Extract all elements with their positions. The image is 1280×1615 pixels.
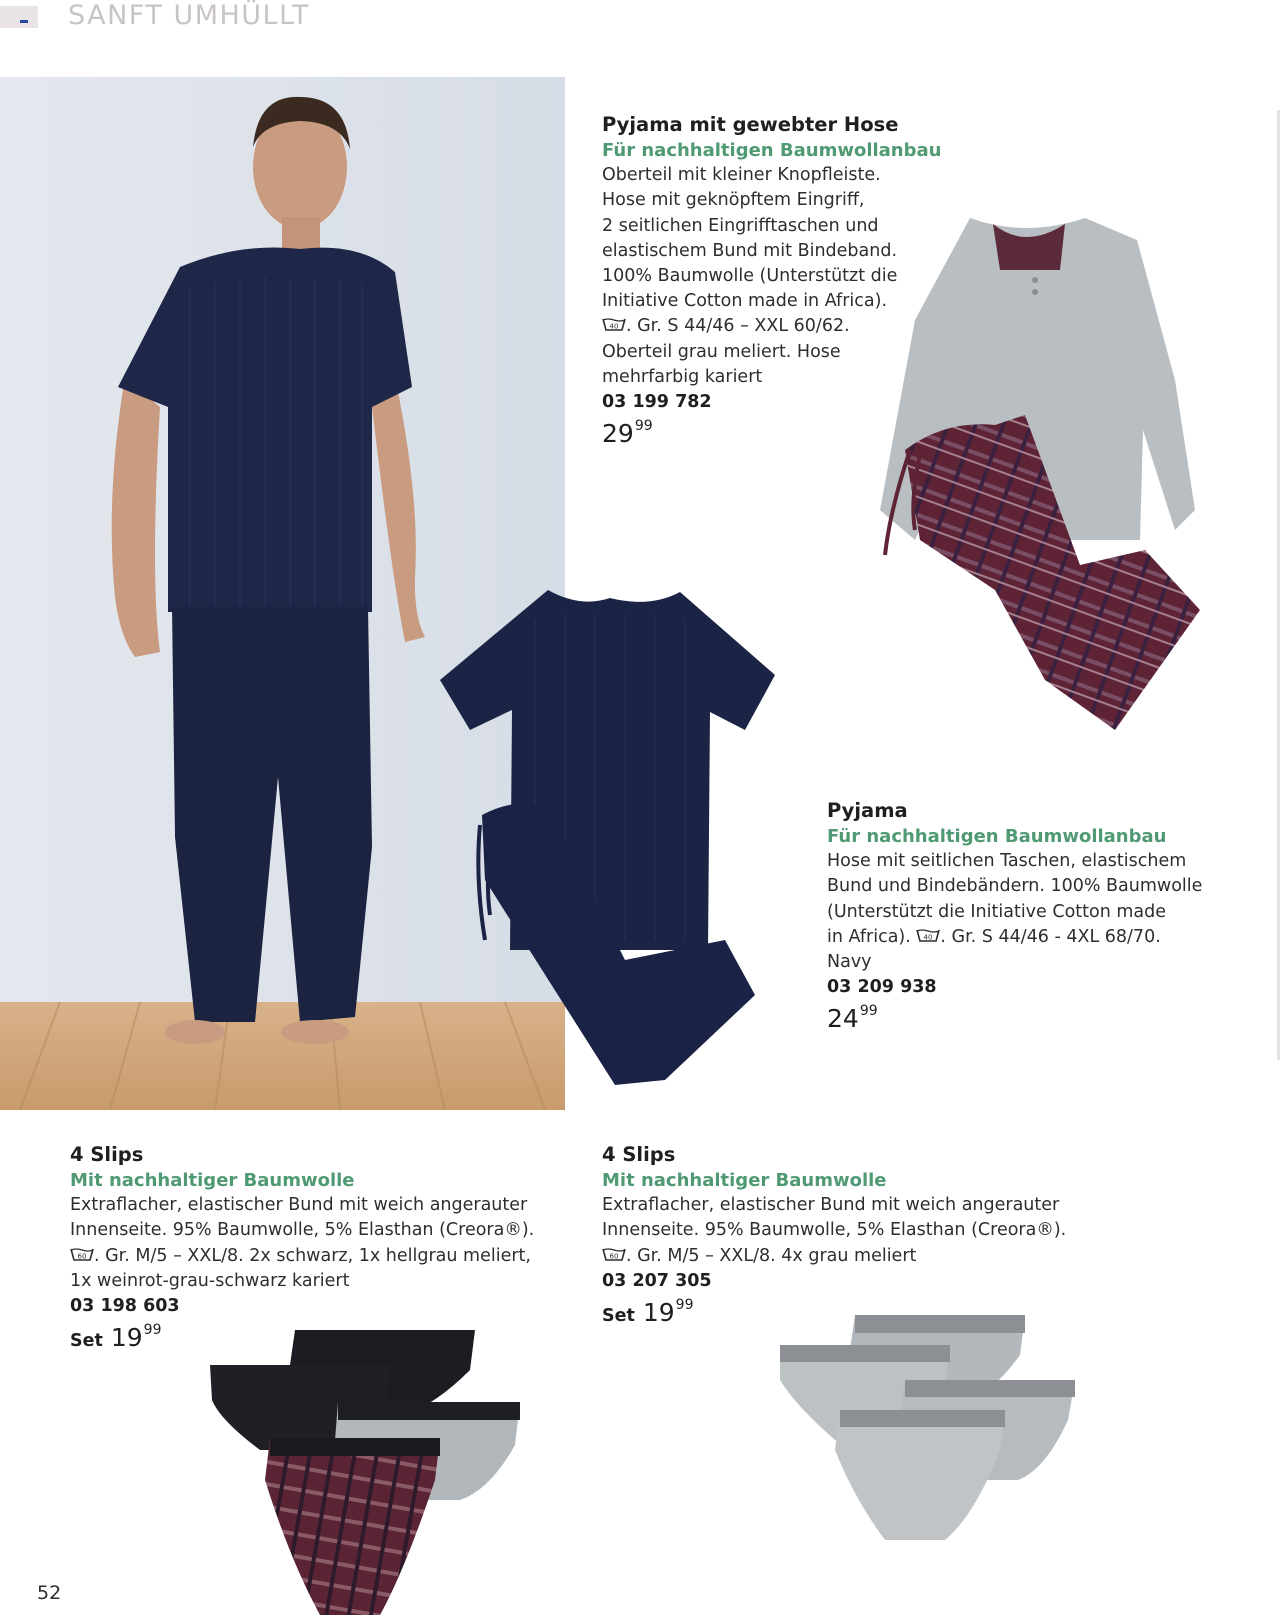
wash-60-icon [70, 1247, 94, 1262]
product-pyjama-navy [827, 798, 1247, 1038]
product-subtitle: Mit nachhaltiger Baumwolle [602, 1170, 887, 1191]
article-number: 03 207 305 [602, 1270, 712, 1291]
product-price: Set $19^{99}$ [70, 1322, 162, 1353]
product-subtitle: Mit nachhaltiger Baumwolle [70, 1170, 355, 1191]
article-number: 03 209 938 [827, 977, 937, 998]
product-description: Oberteil mit kleiner Knopfleiste. Hose mit geknöpftem Eingriff, 2 seitlichen Eingrifftaschen und elastischem Bund mit Bindeband. 100% Baumwolle (Unterstützt die Initiative Cotton made in Africa). 40 . Gr. S 44/46 – XXL 60/62. Oberteil grau meliert. Hose mehrfarbig kariert [602, 165, 898, 387]
navy-pyjama-image [440, 580, 790, 1100]
grey-slips-image [780, 1310, 1090, 1560]
wash-temp-label: 40 [609, 322, 619, 331]
wash-temp-label: 40 [923, 933, 933, 942]
product-price: $29^{99}$ [602, 418, 653, 449]
page-number: 52 [37, 1582, 62, 1604]
article-number: 03 198 603 [70, 1296, 180, 1317]
section-title: SANFT UMHÜLLT [68, 0, 310, 31]
article-number: 03 199 782 [602, 392, 712, 413]
wash-40-icon [916, 928, 940, 943]
product-title: 4 Slips [602, 1143, 676, 1166]
product-title: Pyjama [827, 799, 908, 822]
wash-60-icon [602, 1247, 626, 1262]
section-color-tab [0, 6, 38, 28]
mixed-slips-image [210, 1330, 540, 1615]
section-header [0, 0, 400, 34]
product-pyjama-woven [602, 112, 962, 453]
product-title: 4 Slips [70, 1143, 144, 1166]
wash-temp-label: 60 [609, 1252, 619, 1261]
wash-40-icon [602, 317, 626, 332]
product-slips-grey [602, 1142, 1072, 1332]
product-subtitle: Für nachhaltigen Baumwollanbau [827, 826, 1167, 847]
product-description: Hose mit seitlichen Taschen, elastischem Bund und Bindebändern. 100% Baumwolle (Unterstützt die Initiative Cotton made in Africa). 40 . Gr. S 44/46 - 4XL 68/70. Navy [827, 851, 1203, 973]
product-subtitle: Für nachhaltigen Baumwollanbau [602, 140, 942, 161]
product-price: $24^{99}$ [827, 1003, 878, 1034]
wash-temp-label: 60 [77, 1252, 87, 1261]
product-description: Extraflacher, elastischer Bund mit weich angerauter Innenseite. 95% Baumwolle, 5% Elasthan (Creora®). 60 . Gr. M/5 – XXL/8. 4x grau meliert [602, 1195, 1067, 1266]
product-slips-mixed [70, 1142, 540, 1357]
product-description: Extraflacher, elastischer Bund mit weich angerauter Innenseite. 95% Baumwolle, 5% Elasthan (Creora®). 60 . Gr. M/5 – XXL/8. 2x schwarz, 1x hellgrau meliert, 1x weinrot-grau-schwarz kariert [70, 1195, 535, 1291]
product-title: Pyjama mit gewebter Hose [602, 113, 899, 136]
product-price: Set $19^{99}$ [602, 1297, 694, 1328]
